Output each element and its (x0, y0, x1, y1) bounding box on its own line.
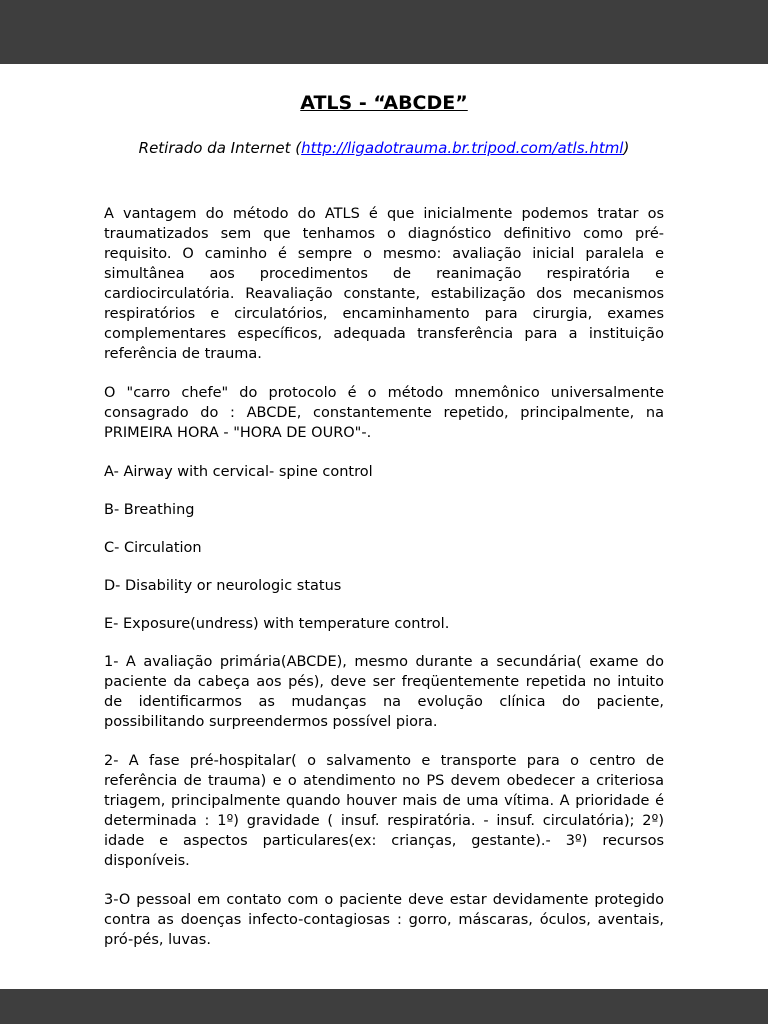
source-line (104, 138, 664, 158)
abcde-list (104, 462, 664, 634)
abcde-item-disability: D- Disability or neurologic status (104, 578, 342, 594)
abcde-item-circulation: C- Circulation (104, 540, 202, 556)
abcde-item-breathing: B- Breathing (104, 502, 195, 518)
numbered-paragraph-1: 1- A avaliação primária(ABCDE), mesmo durante a secundária( exame do paciente da cabeça aos pés), deve ser freqüentemente repetida no intuito de identificarmos as mudanças na evolução clínica do paciente, possibilitando surpreendermos possível piora. (104, 654, 664, 730)
document-page (0, 64, 768, 989)
viewer-top-bar (0, 0, 768, 64)
paragraph-atls-advantage: A vantagem do método do ATLS é que inicialmente podemos tratar os traumatizados sem que tenhamos o diagnóstico definitivo como pré-requisito. O caminho é sempre o mesmo: avaliação inicial paralela e simultânea aos procedimentos de reanimação respiratória e cardiocirculatória. Reavaliação constante, estabilização dos mecanismos respiratórios e circulatórios, encaminhamento para cirurgia, exames complementares específicos, adequada transferência para a instituição referência de trauma. (104, 206, 664, 362)
numbered-paragraph-3: 3-O pessoal em contato com o paciente deve estar devidamente protegido contra as doenças infecto-contagiosas : gorro, máscaras, óculos, aventais, pró-pés, luvas. (104, 892, 664, 948)
viewer-bottom-bar (0, 989, 768, 1024)
page-title: ATLS - “ABCDE” (300, 92, 468, 114)
abcde-item-airway: A- Airway with cervical- spine control (104, 464, 373, 480)
abcde-item-exposure: E- Exposure(undress) with temperature control. (104, 616, 450, 632)
numbered-paragraph-2: 2- A fase pré-hospitalar( o salvamento e transporte para o centro de referência de trauma) e o atendimento no PS devem obedecer a criteriosa triagem, principalmente quando houver mais de uma vítima. A prioridade é determinada : 1º) gravidade ( insuf. respiratória. - insuf. circulatória); 2º) idade e aspectos particulares(ex: crianças, gestante).- 3º) recursos disponíveis. (104, 753, 664, 869)
source-link[interactable]: http://ligadotrauma.br.tripod.com/atls.html (301, 139, 624, 157)
paragraph-protocol-mnemonic: O "carro chefe" do protocolo é o método mnemônico universalmente consagrado do : ABCDE, constantemente repetido, principalmente, na PRIMEIRA HORA - "HORA DE OURO"-. (104, 385, 664, 441)
source-prefix: Retirado da Internet ( (138, 139, 302, 157)
source-suffix: ) (623, 139, 630, 157)
